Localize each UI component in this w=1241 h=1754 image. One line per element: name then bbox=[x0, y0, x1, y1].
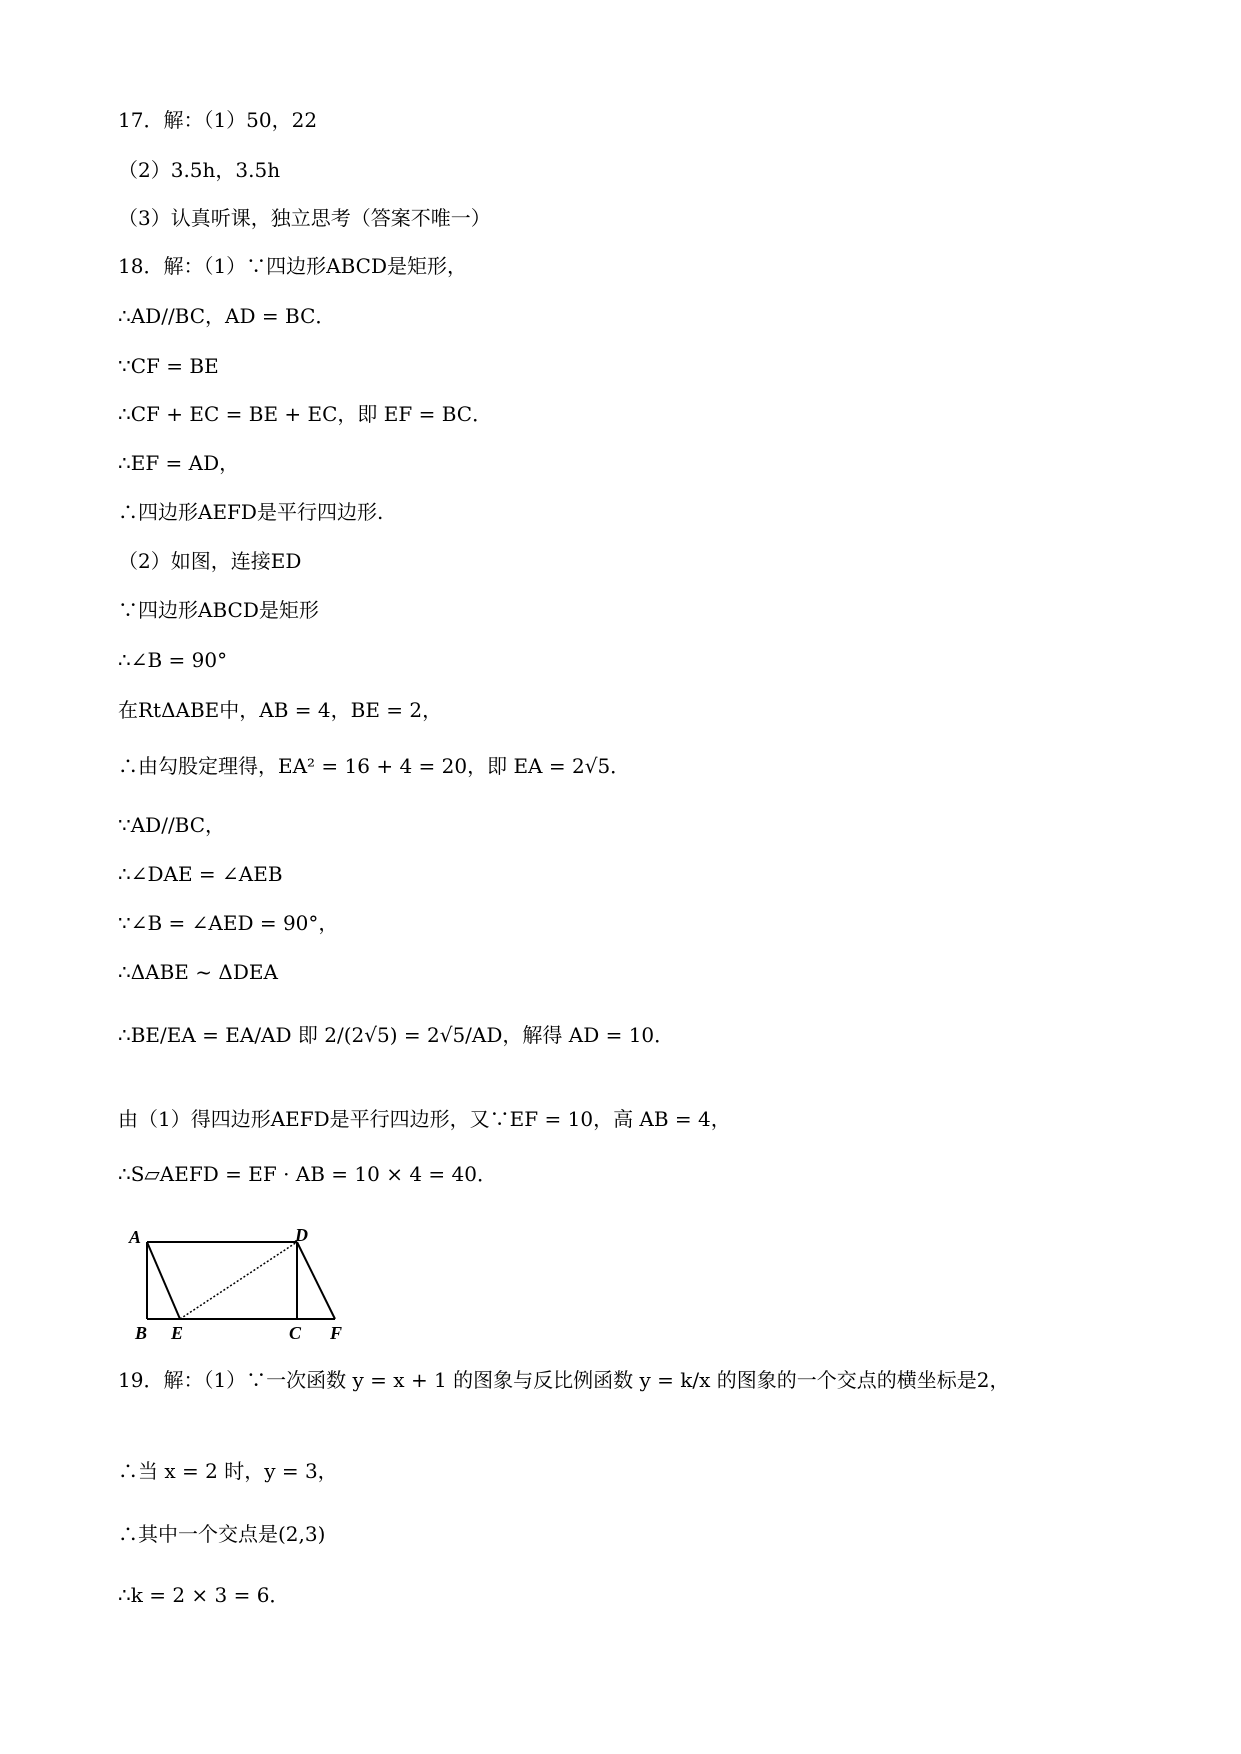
solution-line: 19．解：（1）∵一次函数 y = x + 1 的图象与反比例函数 y = k/x 的图象的一个交点的横坐标是2， bbox=[118, 1368, 1010, 1392]
solution-line: ∴EF = AD， bbox=[118, 451, 240, 475]
label-A: A bbox=[129, 1227, 142, 1247]
rectangle-parallelogram-diagram bbox=[125, 1225, 365, 1345]
label-C: C bbox=[289, 1323, 302, 1343]
solution-line: ∴ΔABE ~ ΔDEA bbox=[118, 960, 278, 984]
solution-line: 17．解：（1）50，22 bbox=[118, 108, 318, 132]
solution-line: ∴四边形AEFD是平行四边形. bbox=[118, 500, 384, 524]
solution-line: ∵AD//BC， bbox=[118, 813, 226, 837]
solution-line: （3）认真听课，独立思考（答案不唯一） bbox=[118, 206, 491, 230]
solution-line: （2）如图，连接ED bbox=[118, 549, 302, 573]
solution-line: ∵∠B = ∠AED = 90°， bbox=[118, 911, 339, 935]
solution-line: ∴当 x = 2 时，y = 3， bbox=[118, 1459, 338, 1483]
solution-line: ∴CF + EC = BE + EC，即 EF = BC． bbox=[118, 402, 493, 426]
solution-line: ∴∠DAE = ∠AEB bbox=[118, 862, 283, 886]
segment-AE bbox=[147, 1242, 180, 1319]
solution-line: ∴BE/EA = EA/AD 即 2/(2√5) = 2√5/AD，解得 AD = 10． bbox=[118, 1023, 675, 1047]
label-D: D bbox=[295, 1225, 308, 1245]
solution-line: ∴S▱AEFD = EF · AB = 10 × 4 = 40． bbox=[118, 1162, 497, 1186]
solution-line: ∴其中一个交点是(2,3) bbox=[118, 1522, 326, 1546]
solution-line: ∴由勾股定理得，EA² = 16 + 4 = 20，即 EA = 2√5． bbox=[118, 754, 631, 778]
solution-line: （2）3.5h，3.5h bbox=[118, 158, 281, 182]
solution-line: ∴AD//BC，AD = BC． bbox=[118, 304, 336, 328]
solution-line: 由（1）得四边形AEFD是平行四边形，又∵EF = 10，高 AB = 4， bbox=[118, 1107, 731, 1131]
solution-line: ∴k = 2 × 3 = 6． bbox=[118, 1583, 290, 1607]
label-E: E bbox=[171, 1323, 184, 1343]
label-F: F bbox=[330, 1323, 343, 1343]
segment-ED bbox=[180, 1242, 297, 1319]
solution-line: 18．解：（1）∵四边形ABCD是矩形， bbox=[118, 254, 468, 278]
label-B: B bbox=[135, 1323, 148, 1343]
solution-line: ∴∠B = 90° bbox=[118, 648, 228, 672]
solution-line: ∵四边形ABCD是矩形 bbox=[118, 598, 319, 622]
solution-line: 在RtΔABE中，AB = 4，BE = 2， bbox=[118, 698, 443, 722]
solution-line: ∵CF = BE bbox=[118, 354, 219, 378]
segment-DF bbox=[297, 1242, 335, 1319]
